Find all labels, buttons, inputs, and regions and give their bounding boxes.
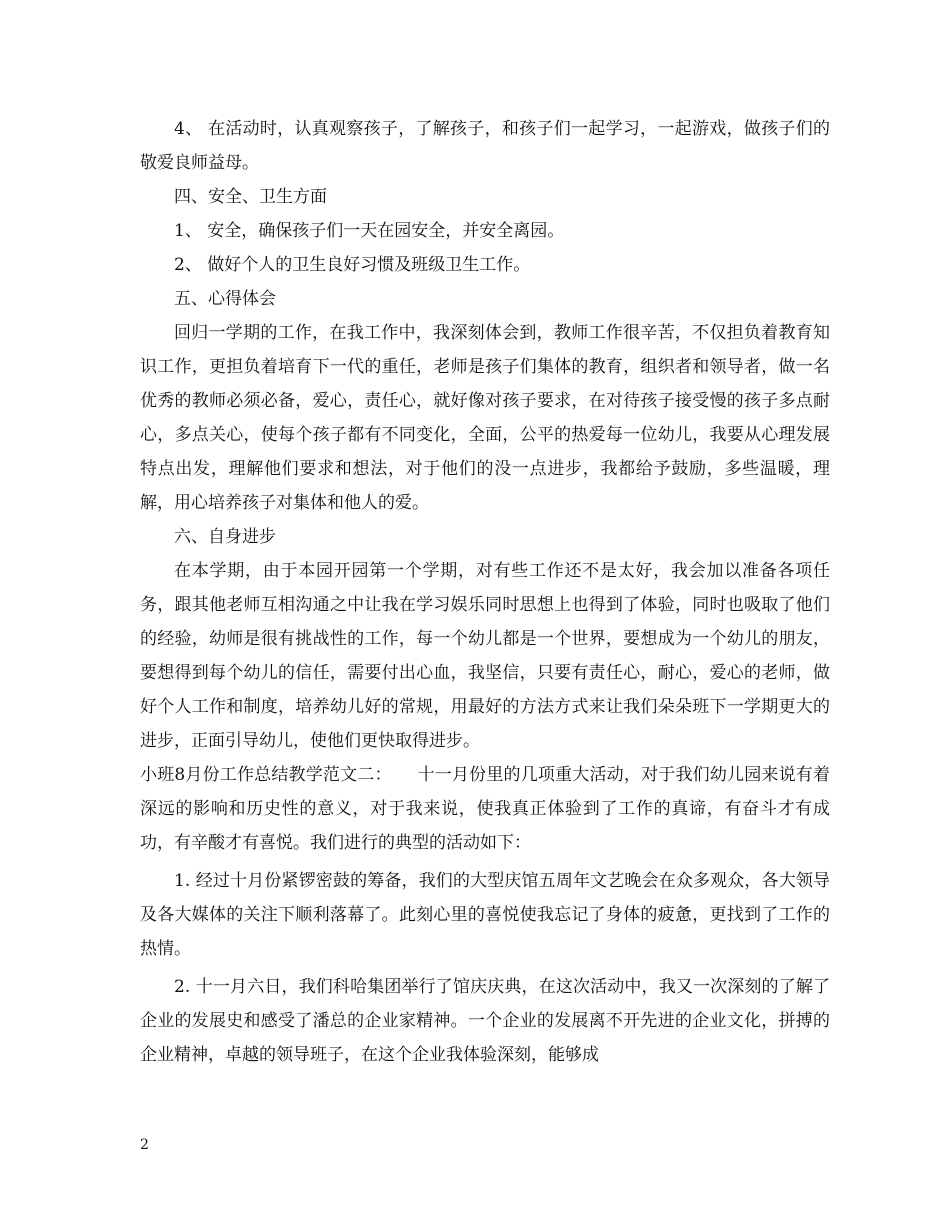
heading-safety-hygiene: 四、安全、卫生方面 xyxy=(174,187,327,207)
heading-reflections: 五、心得体会 xyxy=(174,289,276,309)
paragraph-item-4: 4、 在活动时，认真观察孩子，了解孩子，和孩子们一起学习，一起游戏，做孩子们的敬爱良师益母。 xyxy=(140,119,830,173)
paragraph-activity-2: 2. 十一月六日，我们科哈集团举行了馆庆庆典，在这次活动中，我又一次深刻的了解了企业的发展史和感受了潘总的企业家精神。一个企业的发展离不开先进的企业文化，拼搏的企业精神，卓越的领导班子，在这个企业我体验深刻，能够成 xyxy=(140,977,830,1065)
paragraph-activity-1: 1. 经过十月份紧锣密鼓的筹备，我们的大型庆馆五周年文艺晚会在众多观众，各大领导及各大媒体的关注下顺利落幕了。此刻心里的喜悦使我忘记了身体的疲惫，更找到了工作的热情。 xyxy=(140,871,830,959)
paragraph-safety-1: 1、 安全，确保孩子们一天在园安全，并安全离园。 xyxy=(174,221,565,241)
page-number: 2 xyxy=(140,1137,149,1153)
paragraph-sample-two-intro: 小班8月份工作总结教学范文二： 十一月份里的几项重大活动，对于我们幼儿园来说有着深远的影响和历史性的意义，对于我来说，使我真正体验到了工作的真谛，有奋斗才有成功，有辛酸才有喜悦。我们进行的典型的活动如下： xyxy=(140,765,830,853)
heading-self-progress: 六、自身进步 xyxy=(174,527,276,547)
paragraph-self-progress: 在本学期，由于本园开园第一个学期，对有些工作还不是太好，我会加以准备各项任务，跟其他老师互相沟通之中让我在学习娱乐同时思想上也得到了体验，同时也吸取了他们的经验，幼师是很有挑战性的工作，每一个幼儿都是一个世界，要想成为一个幼儿的朋友，要想得到每个幼儿的信任，需要付出心血，我坚信，只要有责任心，耐心，爱心的老师，做好个人工作和制度，培养幼儿好的常规，用最好的方法方式来让我们朵朵班下一学期更大的进步，正面引导幼儿，使他们更快取得进步。 xyxy=(140,561,830,751)
document-body xyxy=(140,112,830,1072)
paragraph-safety-2: 2、 做好个人的卫生良好习惯及班级卫生工作。 xyxy=(174,255,531,275)
paragraph-reflections: 回归一学期的工作，在我工作中，我深刻体会到，教师工作很辛苦，不仅担负着教育知识工作，更担负着培育下一代的重任，老师是孩子们集体的教育，组织者和领导者，做一名优秀的教师必须必备，爱心，责任心，就好像对孩子要求，在对待孩子接受慢的孩子多点耐心，多点关心，使每个孩子都有不同变化，全面，公平的热爱每一位幼儿，我要从心理发展特点出发，理解他们要求和想法，对于他们的没一点进步，我都给予鼓励，多些温暖，理解，用心培养孩子对集体和他人的爱。 xyxy=(140,323,830,513)
